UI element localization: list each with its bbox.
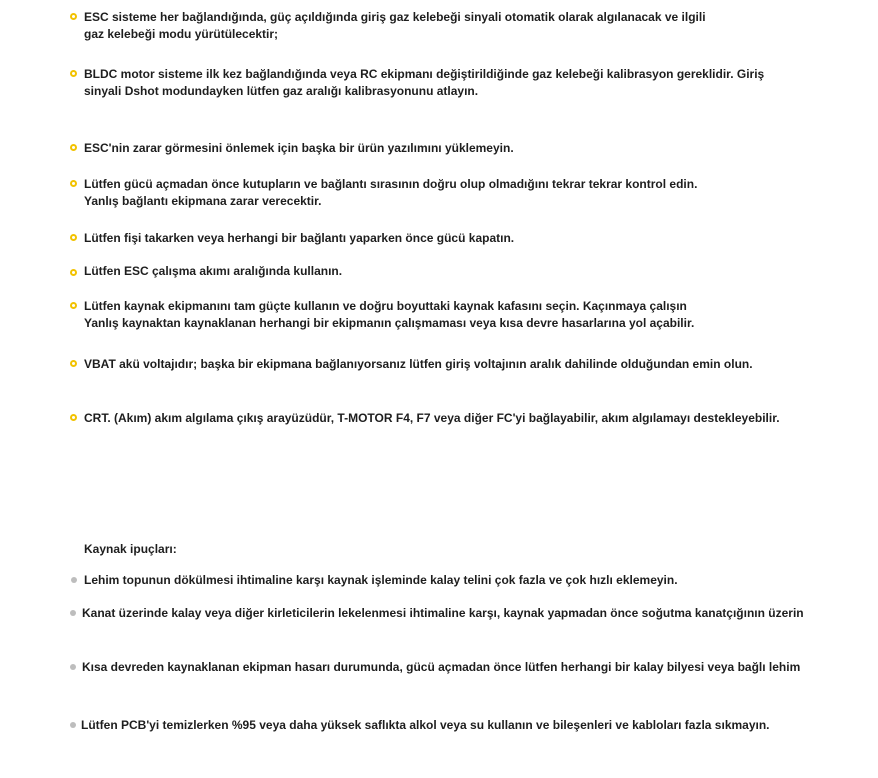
yellow-ring-bullet-icon — [70, 13, 77, 20]
note-line: BLDC motor sisteme ilk kez bağlandığında veya RC ekipmanı değiştirildiğinde gaz kelebeği kalibrasyon gereklidir. Giriş — [84, 67, 765, 81]
gray-dot-bullet-icon — [70, 610, 76, 616]
tip-text — [81, 717, 878, 734]
note-line: Lütfen ESC çalışma akımı aralığında kullanın. — [84, 264, 343, 278]
note-text — [84, 298, 878, 332]
tip-text — [82, 605, 878, 622]
note-line: Lütfen kaynak ekipmanını tam güçte kullanın ve doğru boyuttaki kaynak kafasını seçin. Kaçınmaya çalışın — [84, 299, 687, 313]
gray-dot-bullet-icon — [71, 577, 77, 583]
yellow-ring-bullet-icon — [70, 70, 77, 77]
tip-text — [82, 659, 878, 676]
yellow-ring-bullet-icon — [70, 180, 77, 187]
note-text — [84, 140, 878, 157]
gray-dot-bullet-icon — [70, 664, 76, 670]
yellow-ring-bullet-icon — [70, 234, 77, 241]
note-line: Lütfen fişi takarken veya herhangi bir bağlantı yaparken önce gücü kapatın. — [84, 231, 515, 245]
tip-line: Lütfen PCB'yi temizlerken %95 veya daha yüksek saflıkta alkol veya su kullanın ve bileşenleri ve kabloları fazla sıkmayın. — [81, 718, 770, 732]
note-text — [84, 410, 878, 427]
note-text — [84, 66, 878, 100]
note-text — [84, 176, 878, 210]
note-text — [84, 230, 878, 247]
yellow-ring-bullet-icon — [70, 144, 77, 151]
yellow-ring-bullet-icon — [70, 269, 77, 276]
note-text — [84, 9, 878, 43]
note-line: ESC'nin zarar görmesini önlemek için başka bir ürün yazılımını yüklemeyin. — [84, 141, 514, 155]
note-line: Lütfen gücü açmadan önce kutupların ve bağlantı sırasının doğru olup olmadığını tekrar tekrar kontrol edin. — [84, 177, 698, 191]
tip-line: Kısa devreden kaynaklanan ekipman hasarı durumunda, gücü açmadan önce lütfen herhangi bir kalay bilyesi veya bağlı lehim — [82, 660, 801, 674]
note-line: gaz kelebeği modu yürütülecektir; — [84, 27, 279, 41]
tip-text — [84, 572, 878, 589]
note-line: ESC sisteme her bağlandığında, güç açıldığında giriş gaz kelebeği sinyali otomatik olarak algılanacak ve ilgili — [84, 10, 706, 24]
note-line: Yanlış bağlantı ekipmana zarar verecektir. — [84, 194, 322, 208]
note-text — [84, 263, 878, 280]
tip-line: Lehim topunun dökülmesi ihtimaline karşı kaynak işleminde kalay telini çok fazla ve çok hızlı eklemeyin. — [84, 573, 678, 587]
gray-dot-bullet-icon — [70, 722, 76, 728]
yellow-ring-bullet-icon — [70, 414, 77, 421]
note-text — [84, 356, 878, 373]
tips-heading: Kaynak ipuçları: — [84, 542, 177, 556]
note-line: Yanlış kaynaktan kaynaklanan herhangi bir ekipmanın çalışmaması veya kısa devre hasarlarına yol açabilir. — [84, 316, 695, 330]
note-line: sinyali Dshot modundayken lütfen gaz aralığı kalibrasyonunu atlayın. — [84, 84, 479, 98]
note-line: CRT. (Akım) akım algılama çıkış arayüzüdür, T-MOTOR F4, F7 veya diğer FC'yi bağlayabilir, akım algılamayı destekleyebilir. — [84, 411, 780, 425]
note-line: VBAT akü voltajıdır; başka bir ekipmana bağlanıyorsanız lütfen giriş voltajının aralık dahilinde olduğundan emin olun. — [84, 357, 753, 371]
tip-line: Kanat üzerinde kalay veya diğer kirleticilerin lekelenmesi ihtimaline karşı, kaynak yapmadan önce soğutma kanatçığının üzerin — [82, 606, 804, 620]
yellow-ring-bullet-icon — [70, 360, 77, 367]
yellow-ring-bullet-icon — [70, 302, 77, 309]
